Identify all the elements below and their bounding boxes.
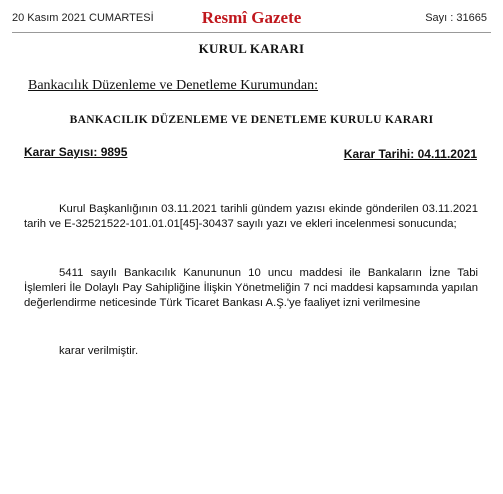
issue-number: Sayı : 31665 [425, 12, 487, 24]
institution-name: Bankacılık Düzenleme ve Denetleme Kurumundan: [28, 78, 319, 93]
header-divider [12, 32, 491, 33]
decision-paragraph-1: Kurul Başkanlığının 03.11.2021 tarihli gündem yazısı ekinde gönderilen 03.11.2021 tarih ve E-32521522-101.01.01[45]-30437 sayılı yazı ve ekleri incelenmesi sonucunda; [24, 203, 478, 230]
closing-statement: karar verilmiştir. [59, 345, 139, 357]
decision-heading: BANKACILIK DÜZENLEME VE DENETLEME KURULU KARARI [69, 114, 434, 126]
section-title: KURUL KARARI [198, 41, 305, 56]
decision-number: Karar Sayısı: 9895 [24, 145, 128, 159]
decision-date: Karar Tarihi: 04.11.2021 [343, 147, 477, 161]
gazette-title: Resmî Gazete [201, 8, 302, 27]
decision-paragraph-2: 5411 sayılı Bankacılık Kanununun 10 uncu maddesi ile Bankaların İzne Tabi İşlemleri İle Dolaylı Pay Sahipliğine İlişkin Yönetmeliğin 7 nci maddesi kapsamında yapılan değerlendirme neticesinde Türk Ticaret Bankası A.Ş.'ye faaliyet izni verilmesine [24, 267, 478, 309]
header-date: 20 Kasım 2021 CUMARTESİ [12, 12, 154, 24]
